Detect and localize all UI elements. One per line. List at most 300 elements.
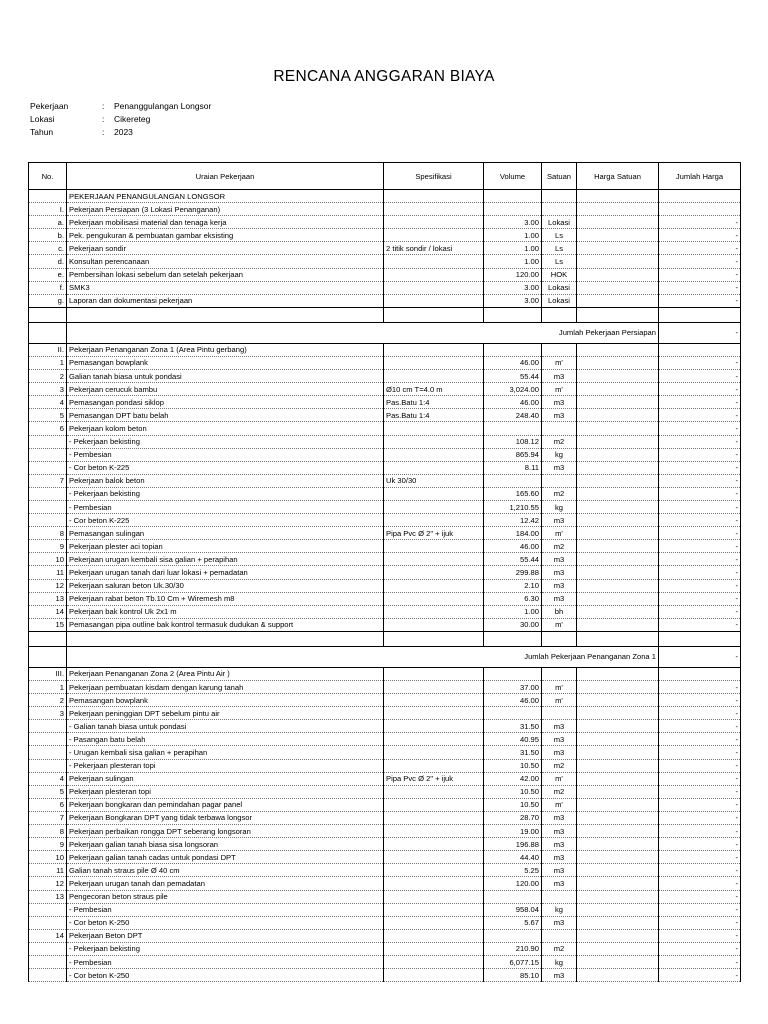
item-unit-price <box>577 929 659 942</box>
table-row <box>29 916 741 929</box>
item-unit <box>542 190 577 203</box>
item-description: - Pembesian <box>67 448 384 461</box>
item-number: 7 <box>29 811 67 824</box>
item-unit: m2 <box>542 487 577 500</box>
item-volume: 1.00 <box>484 242 542 255</box>
item-total-price: - <box>659 396 741 409</box>
item-volume: 40.95 <box>484 733 542 746</box>
item-volume: 28.70 <box>484 811 542 824</box>
item-specification <box>384 707 484 720</box>
item-unit-price <box>577 409 659 422</box>
item-unit-price <box>577 343 659 356</box>
item-number: 11 <box>29 864 67 877</box>
item-specification <box>384 579 484 592</box>
item-number <box>29 903 67 916</box>
item-specification: 2 titik sondir / lokasi <box>384 242 484 255</box>
item-description: PEKERJAAN PENANGULANGAN LONGSOR <box>67 190 384 203</box>
item-unit: kg <box>542 955 577 968</box>
item-description: - Pasangan batu belah <box>67 733 384 746</box>
item-unit-price <box>577 890 659 903</box>
item-unit-price <box>577 294 659 307</box>
item-description: Pekerjaan urugan tanah dari luar lokasi + pemadatan <box>67 566 384 579</box>
item-unit <box>542 707 577 720</box>
item-volume: 1,210.55 <box>484 500 542 513</box>
item-specification <box>384 255 484 268</box>
table-row <box>29 242 741 255</box>
item-specification <box>384 618 484 631</box>
table-row <box>29 396 741 409</box>
item-number: 7 <box>29 474 67 487</box>
item-total-price: - <box>659 825 741 838</box>
item-unit: m3 <box>542 746 577 759</box>
item-total-price: - <box>659 605 741 618</box>
item-unit: m' <box>542 681 577 694</box>
item-volume <box>484 203 542 216</box>
item-total-price: - <box>659 592 741 605</box>
item-number <box>29 955 67 968</box>
item-total-price: - <box>659 864 741 877</box>
item-unit: m3 <box>542 592 577 605</box>
item-total-price: - <box>659 383 741 396</box>
item-volume: 46.00 <box>484 396 542 409</box>
subtotal-amount: - <box>659 646 741 667</box>
header-harga-satuan: Harga Satuan <box>577 163 659 190</box>
meta-separator: : <box>102 114 105 124</box>
item-volume: 31.50 <box>484 720 542 733</box>
table-row <box>29 825 741 838</box>
table-body <box>29 190 741 982</box>
item-description: Pekerjaan bongkaran dan pemindahan pagar panel <box>67 798 384 811</box>
table-row <box>29 903 741 916</box>
item-unit: m3 <box>542 864 577 877</box>
item-number: d. <box>29 255 67 268</box>
item-specification <box>384 877 484 890</box>
item-volume: 31.50 <box>484 746 542 759</box>
table-row <box>29 422 741 435</box>
item-total-price <box>659 190 741 203</box>
item-specification <box>384 605 484 618</box>
item-volume: 248.40 <box>484 409 542 422</box>
table-row <box>29 877 741 890</box>
item-description: Pekerjaan Penanganan Zona 2 (Area Pintu Air ) <box>67 667 384 680</box>
item-volume: 46.00 <box>484 694 542 707</box>
spacer-row <box>29 631 741 646</box>
item-number: III. <box>29 667 67 680</box>
item-specification <box>384 759 484 772</box>
item-unit-price <box>577 667 659 680</box>
item-unit-price <box>577 500 659 513</box>
item-volume: 958.04 <box>484 903 542 916</box>
item-specification <box>384 461 484 474</box>
item-description: Pemasangan bowplank <box>67 356 384 369</box>
item-description: Galian tanah biasa untuk pondasi <box>67 370 384 383</box>
item-unit-price <box>577 448 659 461</box>
item-volume: 55.44 <box>484 553 542 566</box>
item-unit-price <box>577 242 659 255</box>
item-number: 12 <box>29 877 67 890</box>
item-unit: bh <box>542 605 577 618</box>
item-unit: Ls <box>542 242 577 255</box>
table-row <box>29 785 741 798</box>
table-row <box>29 955 741 968</box>
item-unit: m2 <box>542 785 577 798</box>
item-specification <box>384 811 484 824</box>
table-row <box>29 811 741 824</box>
item-volume: 10.50 <box>484 785 542 798</box>
item-description: Pekerjaan sulingan <box>67 772 384 785</box>
item-description: Pemasangan sulingan <box>67 527 384 540</box>
item-specification: Pas.Batu 1:4 <box>384 409 484 422</box>
item-specification <box>384 916 484 929</box>
item-unit-price <box>577 487 659 500</box>
item-number: 14 <box>29 605 67 618</box>
meta-separator: : <box>102 127 105 137</box>
table-row <box>29 435 741 448</box>
item-specification: Ø10 cm T=4.0 m <box>384 383 484 396</box>
table-row <box>29 864 741 877</box>
item-specification: Pipa Pvc Ø 2" + ijuk <box>384 527 484 540</box>
item-description: - Pembesian <box>67 955 384 968</box>
item-number: 13 <box>29 592 67 605</box>
item-unit-price <box>577 733 659 746</box>
item-total-price: - <box>659 707 741 720</box>
table-row <box>29 759 741 772</box>
item-number <box>29 448 67 461</box>
item-volume: 1.00 <box>484 229 542 242</box>
item-total-price: - <box>659 422 741 435</box>
item-unit: m3 <box>542 838 577 851</box>
header-uraian-pekerjaan: Uraian Pekerjaan <box>67 163 384 190</box>
item-unit-price <box>577 383 659 396</box>
item-total-price: - <box>659 540 741 553</box>
item-description: - Pekerjaan plesteran topi <box>67 759 384 772</box>
item-description: Pek. pengukuran & pembuatan gambar eksisting <box>67 229 384 242</box>
item-number: 15 <box>29 618 67 631</box>
item-unit-price <box>577 772 659 785</box>
item-volume: 210.90 <box>484 942 542 955</box>
table-row <box>29 255 741 268</box>
item-total-price: - <box>659 969 741 982</box>
item-unit-price <box>577 969 659 982</box>
document-title: RENCANA ANGGARAN BIAYA <box>273 68 495 85</box>
item-unit: kg <box>542 903 577 916</box>
item-unit: m3 <box>542 566 577 579</box>
table-row <box>29 942 741 955</box>
table-row <box>29 268 741 281</box>
item-unit-price <box>577 474 659 487</box>
item-total-price: - <box>659 811 741 824</box>
item-specification <box>384 216 484 229</box>
item-volume: 865.94 <box>484 448 542 461</box>
meta-key: Tahun <box>30 127 54 137</box>
item-description: Pekerjaan urugan tanah dan pemadatan <box>67 877 384 890</box>
item-total-price: - <box>659 618 741 631</box>
meta-separator: : <box>102 101 105 111</box>
item-total-price: - <box>659 514 741 527</box>
item-volume: 85.10 <box>484 969 542 982</box>
item-unit <box>542 474 577 487</box>
item-total-price: - <box>659 759 741 772</box>
item-specification <box>384 890 484 903</box>
item-description: - Pekerjaan bekisting <box>67 435 384 448</box>
item-number: 12 <box>29 579 67 592</box>
item-volume: 5.67 <box>484 916 542 929</box>
item-specification <box>384 694 484 707</box>
table-row <box>29 579 741 592</box>
item-description: Pekerjaan saluran beton Uk.30/30 <box>67 579 384 592</box>
item-number: 9 <box>29 540 67 553</box>
empty-cell <box>542 631 577 646</box>
meta-row-pekerjaan <box>30 100 211 113</box>
item-volume <box>484 422 542 435</box>
item-unit-price <box>577 356 659 369</box>
item-unit-price <box>577 605 659 618</box>
table-row <box>29 720 741 733</box>
item-number: 2 <box>29 370 67 383</box>
empty-cell <box>67 307 384 322</box>
item-unit: m3 <box>542 370 577 383</box>
item-unit-price <box>577 707 659 720</box>
item-total-price: - <box>659 229 741 242</box>
item-specification <box>384 969 484 982</box>
item-number <box>29 942 67 955</box>
item-number: 10 <box>29 851 67 864</box>
item-unit: m' <box>542 694 577 707</box>
item-number: c. <box>29 242 67 255</box>
item-unit: m' <box>542 527 577 540</box>
item-specification <box>384 864 484 877</box>
item-number: e. <box>29 268 67 281</box>
header-no: No. <box>29 163 67 190</box>
item-total-price: - <box>659 694 741 707</box>
item-volume <box>484 474 542 487</box>
item-number <box>29 720 67 733</box>
item-unit: Ls <box>542 229 577 242</box>
item-specification <box>384 785 484 798</box>
item-description: Pemasangan bowplank <box>67 694 384 707</box>
table-row <box>29 356 741 369</box>
item-volume: 2.10 <box>484 579 542 592</box>
item-specification <box>384 929 484 942</box>
item-description: Pekerjaan plester aci topian <box>67 540 384 553</box>
item-unit-price <box>577 527 659 540</box>
table-row <box>29 190 741 203</box>
item-specification <box>384 422 484 435</box>
item-description: Pekerjaan urugan kembali sisa galian + perapihan <box>67 553 384 566</box>
item-volume: 108.12 <box>484 435 542 448</box>
item-volume: 6,077.15 <box>484 955 542 968</box>
item-description: Pekerjaan galian tanah biasa sisa longsoran <box>67 838 384 851</box>
table-row <box>29 838 741 851</box>
item-description: - Cor beton K-225 <box>67 461 384 474</box>
meta-key: Pekerjaan <box>30 101 69 111</box>
item-number: 8 <box>29 527 67 540</box>
item-description: - Cor beton K-250 <box>67 969 384 982</box>
item-description: Pekerjaan Beton DPT <box>67 929 384 942</box>
item-description: Pekerjaan bak kontrol Uk 2x1 m <box>67 605 384 618</box>
item-specification <box>384 903 484 916</box>
item-specification <box>384 448 484 461</box>
item-number: 11 <box>29 566 67 579</box>
item-specification <box>384 343 484 356</box>
item-total-price: - <box>659 461 741 474</box>
item-number <box>29 461 67 474</box>
item-description: Galian tanah straus pile Ø 40 cm <box>67 864 384 877</box>
subtotal-label: Jumlah Pekerjaan Persiapan <box>67 322 659 343</box>
empty-cell <box>384 307 484 322</box>
item-unit <box>542 203 577 216</box>
item-description: Pekerjaan perbaikan rongga DPT seberang longsoran <box>67 825 384 838</box>
header-jumlah-harga: Jumlah Harga <box>659 163 741 190</box>
item-unit <box>542 890 577 903</box>
item-description: - Urugan kembali sisa galian + perapihan <box>67 746 384 759</box>
item-unit-price <box>577 903 659 916</box>
item-total-price: - <box>659 474 741 487</box>
item-description: Konsultan perencanaan <box>67 255 384 268</box>
budget-table <box>28 162 741 982</box>
item-total-price: - <box>659 435 741 448</box>
item-unit: Lokasi <box>542 216 577 229</box>
item-unit: m3 <box>542 916 577 929</box>
item-number <box>29 190 67 203</box>
item-specification <box>384 851 484 864</box>
table-row <box>29 890 741 903</box>
subtotal-amount: - <box>659 322 741 343</box>
item-description: Pekerjaan Bongkaran DPT yang tidak terbawa longsor <box>67 811 384 824</box>
item-number <box>29 435 67 448</box>
item-number <box>29 500 67 513</box>
item-specification <box>384 514 484 527</box>
table-row <box>29 618 741 631</box>
item-number: 13 <box>29 890 67 903</box>
subtotal-label: Jumlah Pekerjaan Penanganan Zona 1 <box>67 646 659 667</box>
item-unit-price <box>577 720 659 733</box>
item-volume <box>484 190 542 203</box>
empty-cell <box>29 322 67 343</box>
item-total-price: - <box>659 746 741 759</box>
item-unit: m2 <box>542 942 577 955</box>
table-row <box>29 851 741 864</box>
item-total-price: - <box>659 356 741 369</box>
item-total-price: - <box>659 294 741 307</box>
item-volume <box>484 707 542 720</box>
item-specification <box>384 281 484 294</box>
item-description: Pekerjaan pembuatan kisdam dengan karung tanah <box>67 681 384 694</box>
item-number: 5 <box>29 409 67 422</box>
item-number: b. <box>29 229 67 242</box>
item-number: a. <box>29 216 67 229</box>
table-row <box>29 746 741 759</box>
header-satuan: Satuan <box>542 163 577 190</box>
item-specification: Pipa Pvc Ø 2" + ijuk <box>384 772 484 785</box>
item-number <box>29 746 67 759</box>
item-unit: m3 <box>542 396 577 409</box>
item-volume: 37.00 <box>484 681 542 694</box>
item-specification <box>384 942 484 955</box>
item-volume: 30.00 <box>484 618 542 631</box>
item-total-price: - <box>659 955 741 968</box>
item-unit <box>542 667 577 680</box>
item-unit-price <box>577 785 659 798</box>
item-unit-price <box>577 592 659 605</box>
table-row <box>29 343 741 356</box>
item-unit-price <box>577 916 659 929</box>
item-specification <box>384 955 484 968</box>
item-unit: m' <box>542 772 577 785</box>
item-total-price: - <box>659 216 741 229</box>
table-row <box>29 383 741 396</box>
item-total-price: - <box>659 281 741 294</box>
item-unit: kg <box>542 500 577 513</box>
item-number <box>29 759 67 772</box>
item-number: I. <box>29 203 67 216</box>
item-volume: 120.00 <box>484 877 542 890</box>
item-unit: m3 <box>542 825 577 838</box>
item-unit-price <box>577 811 659 824</box>
item-unit-price <box>577 566 659 579</box>
item-description: - Pekerjaan bekisting <box>67 487 384 500</box>
item-total-price: - <box>659 579 741 592</box>
item-number: II. <box>29 343 67 356</box>
item-specification <box>384 746 484 759</box>
table-row <box>29 605 741 618</box>
item-unit: m3 <box>542 553 577 566</box>
item-unit-price <box>577 759 659 772</box>
item-description: Pemasangan pondasi siklop <box>67 396 384 409</box>
item-total-price: - <box>659 268 741 281</box>
item-volume: 165.60 <box>484 487 542 500</box>
empty-cell <box>659 307 741 322</box>
table-row <box>29 540 741 553</box>
item-unit: m3 <box>542 720 577 733</box>
item-unit: m3 <box>542 461 577 474</box>
item-unit-price <box>577 281 659 294</box>
item-unit-price <box>577 422 659 435</box>
item-total-price: - <box>659 448 741 461</box>
item-unit-price <box>577 838 659 851</box>
item-volume <box>484 667 542 680</box>
table-row <box>29 281 741 294</box>
empty-cell <box>67 631 384 646</box>
meta-value: Penanggulangan Longsor <box>114 101 212 111</box>
table-row <box>29 969 741 982</box>
item-number: 6 <box>29 798 67 811</box>
item-unit: m3 <box>542 733 577 746</box>
table-row <box>29 772 741 785</box>
item-number: 2 <box>29 694 67 707</box>
item-number: 1 <box>29 681 67 694</box>
item-unit-price <box>577 229 659 242</box>
item-description: Pekerjaan balok beton <box>67 474 384 487</box>
item-description: Pekerjaan mobilisasi material dan tenaga kerja <box>67 216 384 229</box>
subtotal-row <box>29 646 741 667</box>
item-description: Pekerjaan peninggian DPT sebelum pintu air <box>67 707 384 720</box>
item-description: Pengecoran beton straus pile <box>67 890 384 903</box>
item-number: g. <box>29 294 67 307</box>
item-unit-price <box>577 461 659 474</box>
meta-value: Cikereteg <box>114 114 151 124</box>
item-volume: 46.00 <box>484 540 542 553</box>
project-info <box>30 100 211 139</box>
item-description: Pekerjaan plesteran topi <box>67 785 384 798</box>
item-specification <box>384 229 484 242</box>
item-unit-price <box>577 370 659 383</box>
item-unit-price <box>577 851 659 864</box>
item-description: Pekerjaan cerucuk bambu <box>67 383 384 396</box>
table-row <box>29 553 741 566</box>
item-unit-price <box>577 540 659 553</box>
header-volume: Volume <box>484 163 542 190</box>
